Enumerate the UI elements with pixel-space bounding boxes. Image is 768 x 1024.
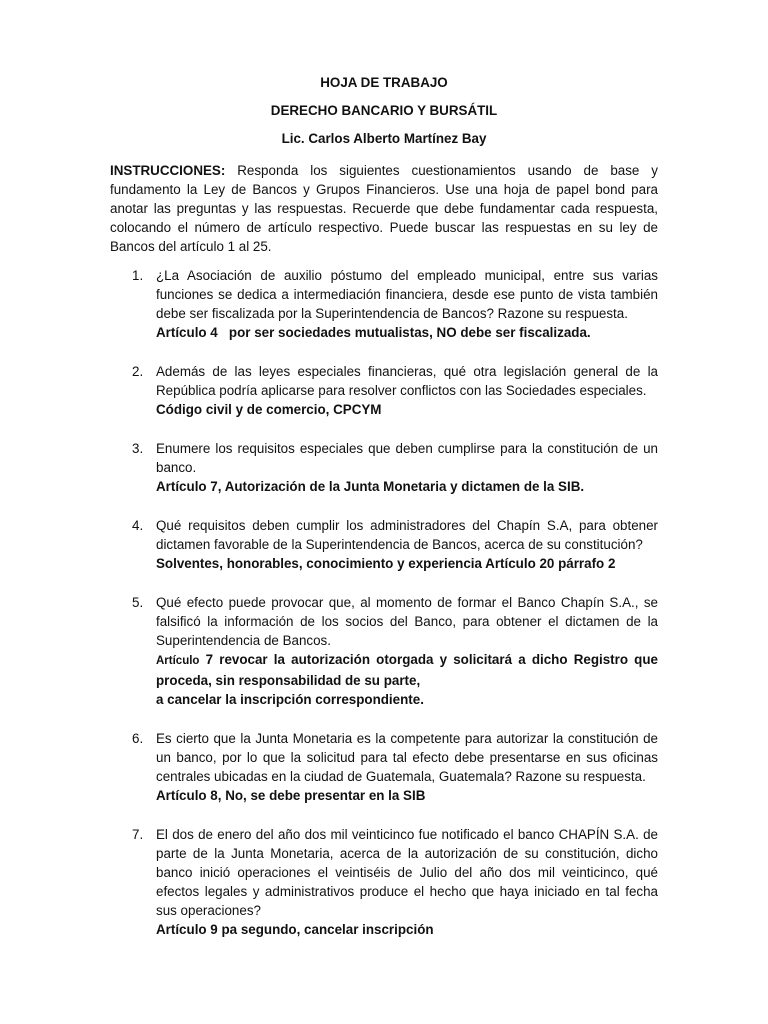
question-item-1 xyxy=(110,266,658,342)
question-item-6 xyxy=(110,729,658,805)
question-answer: Artículo 9 pa segundo, cancelar inscripción xyxy=(156,922,434,937)
question-item-5 xyxy=(110,593,658,709)
question-number: 6. xyxy=(132,731,144,746)
question-text: Es cierto que la Junta Monetaria es la competente para autorizar la constitución de un banco, por lo que la solicitud para tal efecto debe presentarse en sus oficinas centrales ubicadas en la ciudad de Guatemala, Guatemala? Razone su respuesta. xyxy=(156,731,658,784)
question-item-4 xyxy=(110,516,658,573)
question-answer: Código civil y de comercio, CPCYM xyxy=(156,402,382,417)
question-text: El dos de enero del año dos mil veinticinco fue notificado el banco CHAPÍN S.A. de parte de la Junta Monetaria, acerca de la autorización de su constitución, dicho banco inició operaciones el veintiséis de Julio del año dos mil veinticinco, qué efectos legales y administrativos produce el hecho que haya iniciado en tal fecha sus operaciones? xyxy=(156,827,658,918)
question-list xyxy=(110,266,658,939)
question-item-3 xyxy=(110,439,658,496)
question-number: 2. xyxy=(132,364,144,379)
course-title: DERECHO BANCARIO Y BURSÁTIL xyxy=(270,103,498,118)
question-number: 5. xyxy=(132,595,144,610)
question-answer: Artículo 4 por ser sociedades mutualistas, NO debe ser fiscalizada. xyxy=(156,325,591,340)
instructions-text: Responda los siguientes cuestionamientos usando de base y fundamento la Ley de Bancos y Grupos Financieros. Use una hoja de papel bond para anotar las preguntas y las respuestas. Recuerde que debe fundamentar cada respuesta, colocando el número de artículo respectivo. Puede buscar las respuestas en su ley de Bancos del artículo 1 al 25. xyxy=(110,163,658,254)
instructions-paragraph xyxy=(110,161,658,256)
question-item-2 xyxy=(110,362,658,419)
question-number: 3. xyxy=(132,441,144,456)
question-answer: Solventes, honorables, conocimiento y experiencia Artículo 20 párrafo 2 xyxy=(156,556,616,571)
instructions-label: INSTRUCCIONES: xyxy=(110,163,226,178)
question-number: 4. xyxy=(132,518,144,533)
question-text: ¿La Asociación de auxilio póstumo del empleado municipal, entre sus varias funciones se dedica a intermediación financiera, desde ese punto de vista también debe ser fiscalizada por la Superintendencia de Bancos? Razone su respuesta. xyxy=(156,268,658,321)
question-text: Además de las leyes especiales financieras, qué otra legislación general de la República podría aplicarse para resolver conflictos con las Sociedades especiales. xyxy=(156,364,658,398)
question-text: Qué efecto puede provocar que, al momento de formar el Banco Chapín S.A., se falsificó la información de los socios del Banco, para obtener el dictamen de la Superintendencia de Bancos. xyxy=(156,595,658,648)
answer-line-1: 7 revocar la autorización otorgada y solicitará a dicho Registro que proceda, sin responsabilidad de su parte, xyxy=(156,652,658,688)
question-number: 1. xyxy=(132,268,144,283)
author-name: Lic. Carlos Alberto Martínez Bay xyxy=(281,131,487,146)
question-answer: Artículo 7, Autorización de la Junta Monetaria y dictamen de la SIB. xyxy=(156,479,585,494)
answer-article-prefix: Artículo xyxy=(156,655,200,667)
question-answer-continuation: a cancelar la inscripción correspondiente. xyxy=(156,692,424,707)
question-answer xyxy=(156,650,658,690)
question-number: 7. xyxy=(132,827,144,842)
question-item-7 xyxy=(110,825,658,939)
question-text: Qué requisitos deben cumplir los administradores del Chapín S.A, para obtener dictamen favorable de la Superintendencia de Bancos, acerca de su constitución? xyxy=(156,518,658,552)
document-title: HOJA DE TRABAJO xyxy=(320,75,448,90)
question-text: Enumere los requisitos especiales que deben cumplirse para la constitución de un banco. xyxy=(156,441,658,475)
question-answer: Artículo 8, No, se debe presentar en la SIB xyxy=(156,788,426,803)
